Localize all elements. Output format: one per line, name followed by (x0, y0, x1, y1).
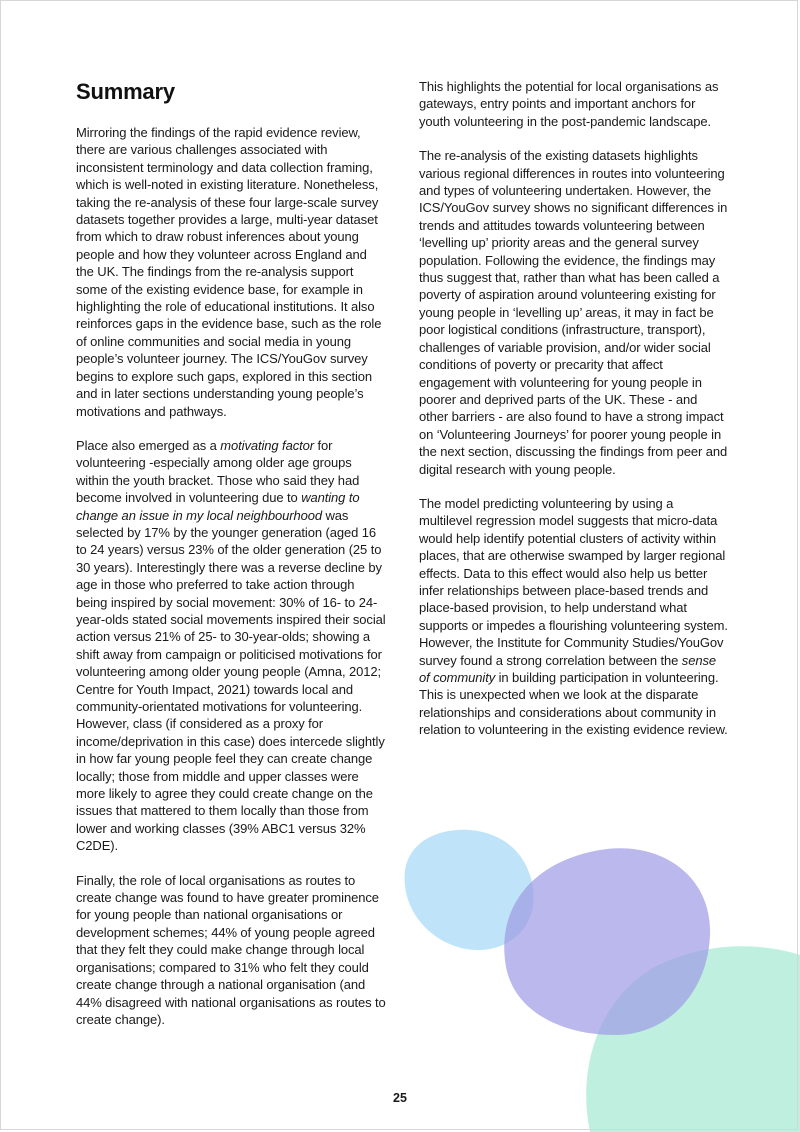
emphasis-motivating-factor: motivating factor (220, 437, 314, 453)
text-run: was selected by 17% by the younger generation (aged 16 to 24 years) versus 23% of the older generation (25 to 30 years). Interestingly there was a reverse decline by age in those who preferred to take action through being inspired by social movement: 30% of 16- to 24-year-olds stated social movements inspired their social action versus 21% of 25- to 30-year-olds; showing a shift away from campaign or politicised motivations for volunteering among older young people (Amna, 2012; Centre for Youth Impact, 2021) towards local and community-orientated motivations for volunteering. However, class (if considered as a proxy for income/deprivation in this case) does intercede slightly in how far young people feel they can create change locally; those from middle and upper classes were more likely to agree they could create change on the issues that mattered to them locally than those from lower and working classes (39% ABC1 versus 32% C2DE). (76, 507, 386, 854)
left-paragraph-1: Mirroring the findings of the rapid evidence review, there are various challenges associated with inconsistent terminology and data collection framing, which is well-noted in existing literature. Nonetheless, taking the re-analysis of these four large-scale survey datasets together provides a large, multi-year dataset from which to draw robust inferences about young people and how they volunteer across England and the UK. The findings from the re-analysis support some of the existing evidence base, for example in highlighting the role of educational institutions. It also reinforces gaps in the evidence base, such as the role of online communities and social media in young people’s volunteer journey. The ICS/YouGov survey begins to explore such gaps, explored in this section and in later sections understanding young people’s motivations and pathways. (76, 125, 382, 419)
purple-blob (504, 848, 710, 1035)
right-paragraph-3 (419, 495, 729, 739)
page-number: 25 (393, 1091, 407, 1105)
left-paragraph-2 (76, 437, 386, 855)
left-paragraph-3: Finally, the role of local organisations as routes to create change was found to have greater prominence for young people than national organisations or development schemes; 44% of young people agreed that they felt they could make change through local organisations; compared to 31% who felt they could create change through a national organisation (and 44% disagreed with national organisations as routes to create change). (76, 872, 386, 1027)
text-run: for volunteering -especially among older age groups within the youth bracket. Those who said they had become involved in volunteering due to (76, 437, 360, 506)
blue-blob (405, 830, 534, 950)
emphasis-sense-of-community: sense of community (419, 652, 716, 685)
left-column (76, 78, 386, 1045)
text-run: Place also emerged as a (76, 437, 221, 453)
emphasis-survey-option: wanting to change an issue in my local neighbourhood (76, 490, 360, 523)
right-paragraph-1: This highlights the potential for local organisations as gateways, entry points and important anchors for youth volunteering in the post-pandemic landscape. (419, 79, 719, 129)
text-run: in building participation in volunteering. This is unexpected when we look at the disparate relationships and considerations about community in relation to volunteering in the existing evidence review. (419, 670, 728, 738)
text-run: The model predicting volunteering by using a multilevel regression model suggests that micro-data would help identify potential clusters of activity within places, that are otherwise swamped by larger regional effects. Data to this effect would also help us better infer relationships between place-based trends and place-based provision, to help understand what supports or impedes a flourishing volunteering system. However, the Institute for Community Studies/YouGov survey found a strong correlation between the (419, 495, 728, 668)
right-column (419, 78, 729, 756)
right-paragraph-2: The re-analysis of the existing datasets highlights various regional differences in routes into volunteering and types of volunteering undertaken. However, the ICS/YouGov survey shows no significant differences in trends and attitudes towards volunteering between ‘levelling up’ priority areas and the general survey population. Following the evidence, the findings may thus suggest that, rather than what has been called a poverty of aspiration around volunteering existing for young people in ‘levelling up’ areas, it may in fact be poor logistical conditions (infrastructure, transport), challenges of variable provision, and/or wider social conditions of poverty or precarity that affect engagement with volunteering for young people in poorer and deprived parts of the UK. These - and other barriers - are also found to have a strong impact on ‘Volunteering Journeys’ for poorer young people in the next section, discussing the findings from peer and digital research with young people. (419, 148, 728, 477)
page-title: Summary (76, 79, 175, 104)
